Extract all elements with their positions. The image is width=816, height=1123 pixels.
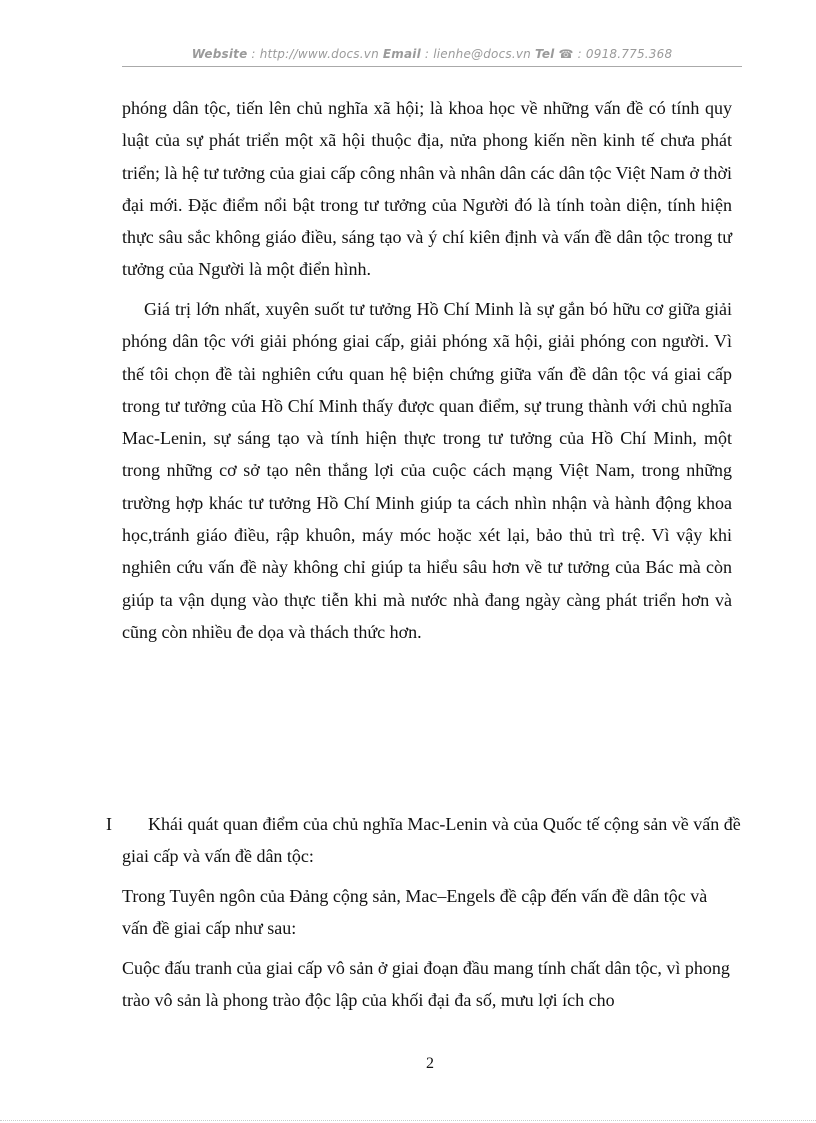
paragraph-significance: Giá trị lớn nhất, xuyên suốt tư tưởng Hồ Chí Minh là sự gắn bó hữu cơ giữa giải phóng dân tộc với giải phóng giai cấp, giải phóng xã hội, giải phóng con người. Vì thế tôi chọn đề tài nghiên cứu quan hệ biện chứng giữa vấn đề dân tộc vá giai cấp trong tư tưởng của Hồ Chí Minh thấy được quan điểm, sự trung thành với chủ nghĩa Mac-Lenin, sự sáng tạo và tính hiện thực trong tư tưởng của Hồ Chí Minh, một trong những cơ sở tạo nên thắng lợi của cuộc cách mạng Việt Nam, trong những trường hợp khác tư tưởng Hồ Chí Minh giúp ta cách nhìn nhận và hành động khoa học,tránh giáo điều, rập khuôn, máy móc hoặc xét lại, bảo thủ trì trệ. Vì vậy khi nghiên cứu vấn đề này không chỉ giúp ta hiểu sâu hơn về tư tưởng của Bác mà còn giúp ta vận dụng vào thực tiễn khi mà nước nhà đang ngày càng phát triển hơn và cũng còn nhiều đe dọa và thách thức hơn. <box>122 299 732 642</box>
website-label: Website <box>191 47 248 61</box>
header-divider <box>122 66 742 67</box>
section-title: Khái quát quan điểm của chủ nghĩa Mac-Lenin và của Quốc tế cộng sản về vấn đề giai cấp và vấn đề dân tộc: <box>122 814 741 866</box>
page-header <box>122 47 742 61</box>
paragraph-proletariat: Cuộc đấu tranh của giai cấp vô sản ở giai đoạn đầu mang tính chất dân tộc, vì phong trào vô sản là phong trào độc lập của khối đại đa số, mưu lợi ích cho <box>122 958 730 1011</box>
email-label: Email <box>382 47 421 61</box>
page-number: 2 <box>426 1055 434 1072</box>
tel-number: ☎ : 0918.775.368 <box>554 47 673 61</box>
email-address: : lienhe@docs.vn <box>420 47 535 61</box>
tel-label: Tel <box>534 47 555 61</box>
page-bottom-border <box>0 1120 816 1121</box>
website-url: : http://www.docs.vn <box>247 47 383 61</box>
paragraph-intro-continued: phóng dân tộc, tiến lên chủ nghĩa xã hội; là khoa học về những vấn đề có tính quy luật của sự phát triển một xã hội thuộc địa, nửa phong kiến nền kinh tế chưa phát triển; là hệ tư tưởng của giai cấp công nhân và nhân dân các dân tộc Việt Nam ở thời đại mới. Đặc điểm nổi bật trong tư tưởng của Người đó là tính toàn diện, tính hiện thực sâu sắc không giáo điều, sáng tạo và ý chí kiên định và vấn đề dân tộc trong tư tưởng của Người là một điển hình. <box>122 98 732 280</box>
paragraph-manifesto: Trong Tuyên ngôn của Đảng cộng sản, Mac–Engels đề cập đến vấn đề dân tộc và vấn đề giai cấp như sau: <box>122 886 708 939</box>
section-number: I <box>106 814 112 834</box>
